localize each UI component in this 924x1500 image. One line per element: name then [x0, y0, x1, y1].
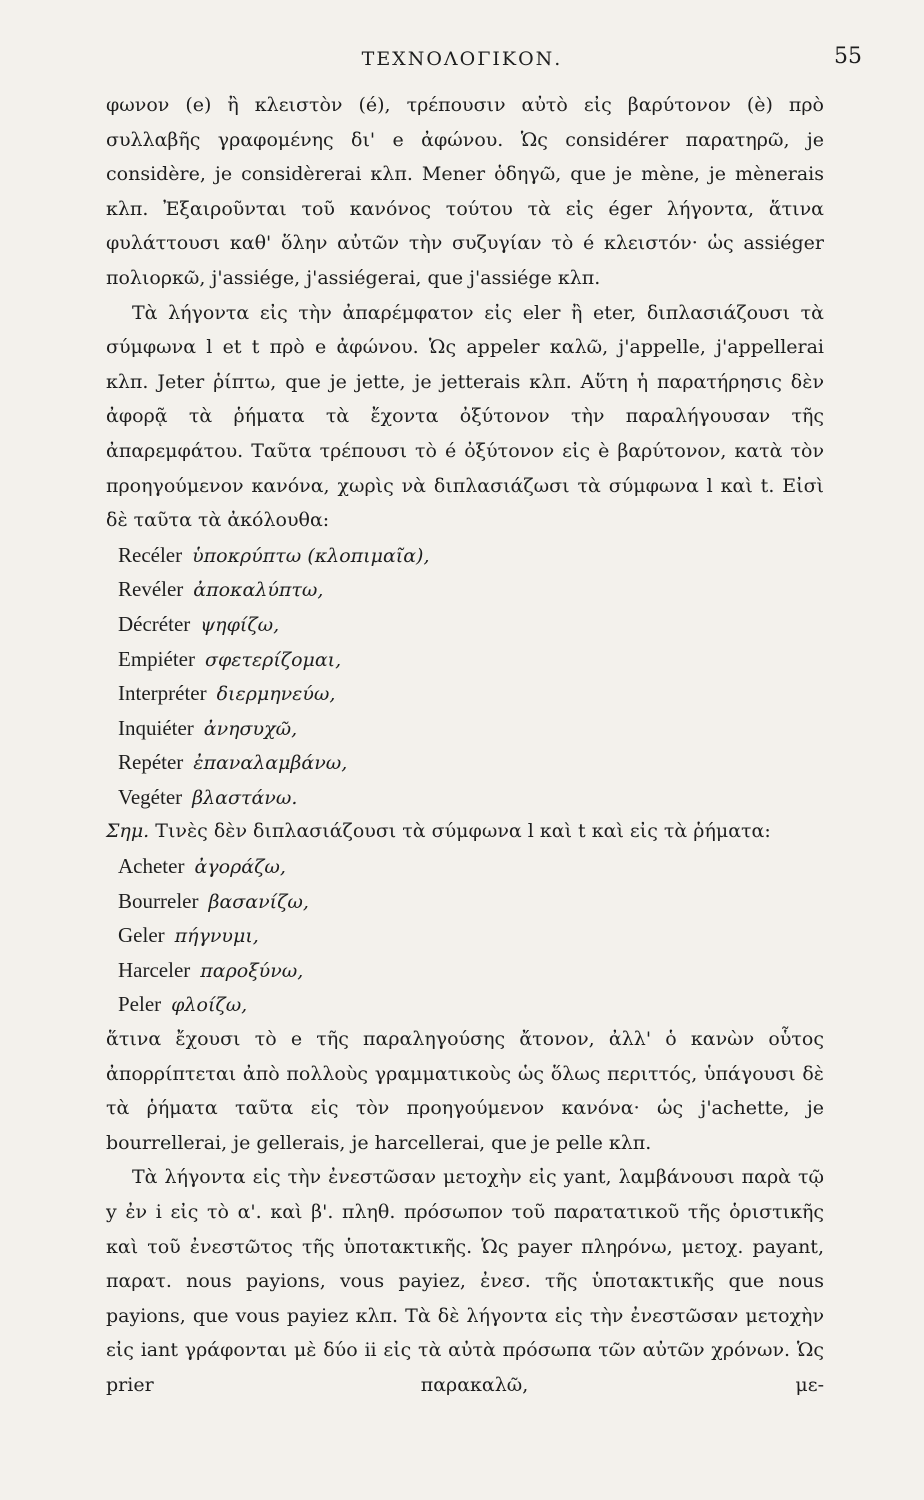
verb-greek: φλοίζω, [171, 994, 248, 1017]
page-number: 55 [834, 44, 862, 69]
body-text [106, 88, 824, 1403]
list-item [106, 987, 824, 1022]
verb-greek: ἐπαναλαμβάνω, [193, 752, 348, 775]
verb-french: Décréter [118, 611, 191, 636]
verb-greek: ἀγοράζω, [194, 856, 286, 879]
verb-list-optional [106, 849, 824, 1022]
verb-list-exceptions [106, 538, 824, 815]
list-item [106, 572, 824, 607]
verb-greek: ψηφίζω, [200, 613, 280, 636]
verb-french: Vegéter [118, 784, 183, 809]
verb-greek: βλαστάνω. [192, 786, 298, 809]
list-item [106, 538, 824, 573]
paragraph-continuation: φωνον (e) ἢ κλειστὸν (é), τρέπουσιν αὐτὸ εἰς βαρύτονον (è) πρὸ συλλαβῆς γραφομένης δι' e ἀφώνου. Ὡς considérer παρατηρῶ, je considère, je considèrerai κλπ. Mener ὁδηγῶ, que je mène, je mènerais κλπ. Ἐξαιροῦνται τοῦ κανόνος τούτου τὰ εἰς éger λήγοντα, ἅτινα φυλάττουσι καθ' ὅλην αὐτῶν τὴν συζυγίαν τὸ é κλειστόν· ὡς assiéger πολιορκῶ, j'assiége, j'assiégerai, que j'assiége κλπ. [106, 94, 824, 289]
list-item [106, 642, 824, 677]
verb-french: Interpréter [118, 681, 207, 706]
list-item [106, 849, 824, 884]
verb-french: Bourreler [118, 888, 199, 913]
verb-french: Peler [118, 992, 162, 1017]
paragraph-rule-rejected: ἅτινα ἔχουσι τὸ e τῆς παραληγούσης ἄτονον, ἀλλ' ὁ κανὼν οὗτος ἀπορρίπτεται ἀπὸ πολλοὺς γραμματικοὺς ὡς ὅλως περιττός, ὑπάγουσι δὲ τὰ ῥήματα ταῦτα εἰς τὸν προηγούμενον κανόνα· ὡς j'achette, je bourrellerai, je gellerais, je harcellerai, que je pelle κλπ. [106, 1028, 824, 1154]
verb-french: Acheter [118, 854, 185, 879]
page-header [0, 44, 924, 80]
note-label: Σημ. [106, 820, 150, 843]
verb-greek: ἀνησυχῶ, [203, 717, 298, 740]
verb-greek: πήγνυμι, [174, 925, 259, 948]
verb-greek: ἀποκαλύπτω, [193, 579, 324, 602]
list-item [106, 607, 824, 642]
verb-greek: παροξύνω, [200, 959, 304, 982]
running-title: ΤΕΧΝΟΛΟΓΙΚΟΝ. [361, 48, 563, 70]
verb-french: Revéler [118, 577, 184, 602]
list-item [106, 676, 824, 711]
verb-greek: βασανίζω, [208, 890, 309, 913]
list-item [106, 711, 824, 746]
verb-french: Repéter [118, 750, 184, 775]
list-item [106, 884, 824, 919]
paragraph-yant-iant: Τὰ λήγοντα εἰς τὴν ἐνεστῶσαν μετοχὴν εἰς yant, λαμβάνουσι παρὰ τῷ y ἐν i εἰς τὸ α'. καὶ β'. πληθ. πρόσωπον τοῦ παρατατικοῦ τῆς ὁριστικῆς καὶ τοῦ ἐνεστῶτος τῆς ὑποτακτικῆς. Ὡς payer πληρόνω, μετοχ. payant, παρατ. nous payions, vous payiez, ἐνεσ. τῆς ὑποτακτικῆς que nous payions, que vous payiez κλπ. Τὰ δὲ λήγοντα εἰς τὴν ἐνεστῶσαν μετοχὴν εἰς iant γράφονται μὲ δύο ii εἰς τὰ αὐτὰ πρόσωπα τῶν αὐτῶν χρόνων. Ὡς prier παρακαλῶ, με- [106, 1166, 824, 1396]
note-paragraph [106, 814, 824, 849]
list-item [106, 780, 824, 815]
list-item [106, 953, 824, 988]
verb-french: Recéler [118, 542, 183, 567]
verb-french: Inquiéter [118, 715, 194, 740]
paragraph-eler-eter: Τὰ λήγοντα εἰς τὴν ἀπαρέμφατον εἰς eler ἢ eter, διπλασιάζουσι τὰ σύμφωνα l et t πρὸ e ἀφώνου. Ὡς appeler καλῶ, j'appelle, j'appellerai κλπ. Jeter ῥίπτω, que je jette, je jetterais κλπ. Αὕτη ἡ παρατήρησις δὲν ἀφορᾷ τὰ ῥήματα τὰ ἔχοντα ὀξύτονον τὴν παραλήγουσαν τῆς ἀπαρεμφάτου. Ταῦτα τρέπουσι τὸ é ὀξύτονον εἰς è βαρύτονον, κατὰ τὸν προηγούμενον κανόνα, χωρὶς νὰ διπλασιάζωσι τὰ σύμφωνα l καὶ t. Εἰσὶ δὲ ταῦτα τὰ ἀκόλουθα: [106, 301, 824, 532]
verb-french: Empiéter [118, 646, 195, 671]
list-item [106, 745, 824, 780]
list-item [106, 918, 824, 953]
note-text: Τινὲς δὲν διπλασιάζουσι τὰ σύμφωνα l καὶ t καὶ εἰς τὰ ῥήματα: [155, 820, 771, 843]
verb-greek: διερμηνεύω, [216, 683, 336, 706]
verb-french: Geler [118, 923, 165, 948]
verb-french: Harceler [118, 957, 191, 982]
verb-greek: ὑποκρύπτω (κλοπιμαῖα), [192, 544, 430, 567]
verb-greek: σφετερίζομαι, [204, 648, 342, 671]
